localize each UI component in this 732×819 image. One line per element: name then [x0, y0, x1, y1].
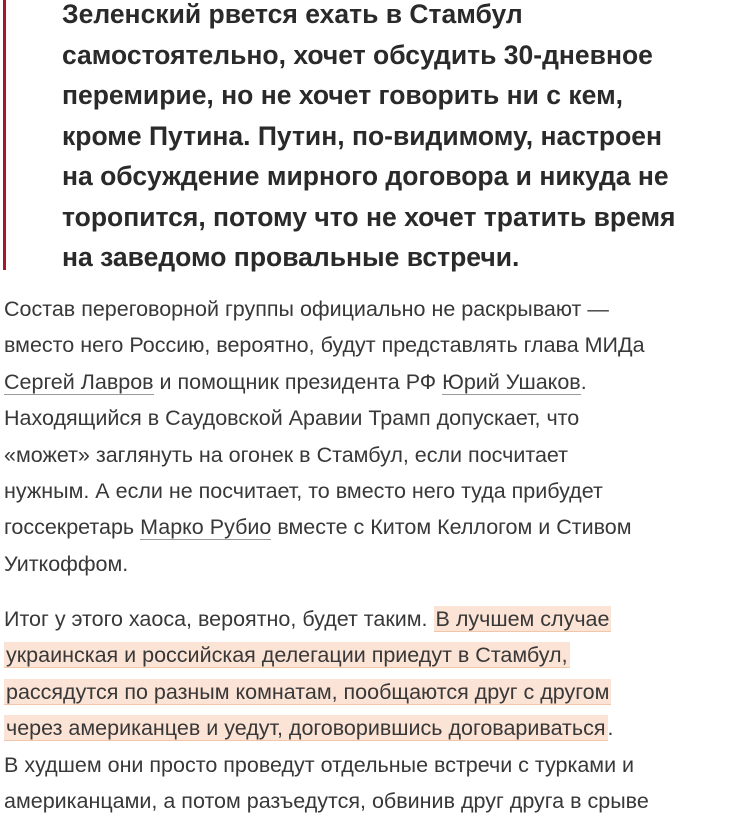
highlighted-text: В лучшем случае [435, 607, 610, 631]
quote-line: на обсуждение мирного договора и никуда не [62, 161, 669, 191]
quote-accent-bar [3, 0, 6, 270]
link-marco-rubio[interactable]: Марко Рубио [140, 515, 272, 540]
pull-quote [0, 0, 732, 270]
quote-line: кроме Путина. Путин, по-видимому, настроен [62, 120, 663, 151]
quote-line: на заведомо провальные встречи. [62, 242, 520, 272]
paragraph-text: . [607, 716, 614, 741]
paragraph-line [4, 364, 645, 400]
paragraph-line: В худшем они просто проведут отдельные встречи с турками и [4, 752, 635, 777]
paragraph-outcome [4, 601, 649, 819]
paragraph-line: Находящийся в Саудовской Аравии Трамп допускает, что [4, 406, 580, 431]
paragraph-delegation [4, 291, 645, 582]
paragraph-line: «может» заглянуть на огонек в Стамбул, если посчитает [4, 442, 569, 467]
paragraph-text: вместе с Китом Келлогом и Стивом [271, 515, 632, 540]
paragraph-line [4, 509, 645, 545]
quote-line: торопится, потому что не хочет тратить время [62, 201, 676, 232]
quote-line: перемирие, но не хочет говорить ни с кем, [62, 80, 624, 110]
quote-line: самостоятельно, хочет обсудить 30-дневное [62, 39, 653, 70]
paragraph-text: Итог у этого хаоса, вероятно, будет таким. [4, 607, 434, 631]
paragraph-text: . [580, 369, 587, 394]
paragraph-text: госсекретарь [4, 515, 141, 540]
paragraph-line: Уиткоффом. [4, 551, 129, 576]
paragraph-line [4, 710, 649, 746]
link-sergey-lavrov[interactable]: Сергей Лавров [4, 369, 154, 394]
paragraph-line [4, 601, 649, 637]
paragraph-line [4, 637, 649, 673]
paragraph-line: нужным. А если не посчитает, то вместо него туда прибудет [4, 479, 603, 504]
link-yuri-ushakov[interactable]: Юрий Ушаков [442, 369, 581, 394]
paragraph-line: Состав переговорной группы официально не раскрывают — [4, 297, 609, 321]
quote-text [62, 0, 730, 278]
paragraph-line: вместо него Россию, вероятно, будут представлять глава МИДа [4, 333, 645, 358]
quote-line: Зеленский рвется ехать в Стамбул [62, 0, 523, 29]
highlighted-text: рассядутся по разным комнатам, пообщаются друг с другом [6, 679, 610, 704]
highlighted-text: украинская и российская делегации приедут в Стамбул, [6, 643, 568, 668]
paragraph-line: американцами, а потом разъедутся, обвинив друг друга в срыве [4, 789, 649, 814]
highlighted-text: через американцев и уедут, договорившись договариваться [6, 716, 606, 741]
paragraph-line [4, 674, 649, 710]
paragraph-text: и помощник президента РФ [153, 369, 443, 394]
